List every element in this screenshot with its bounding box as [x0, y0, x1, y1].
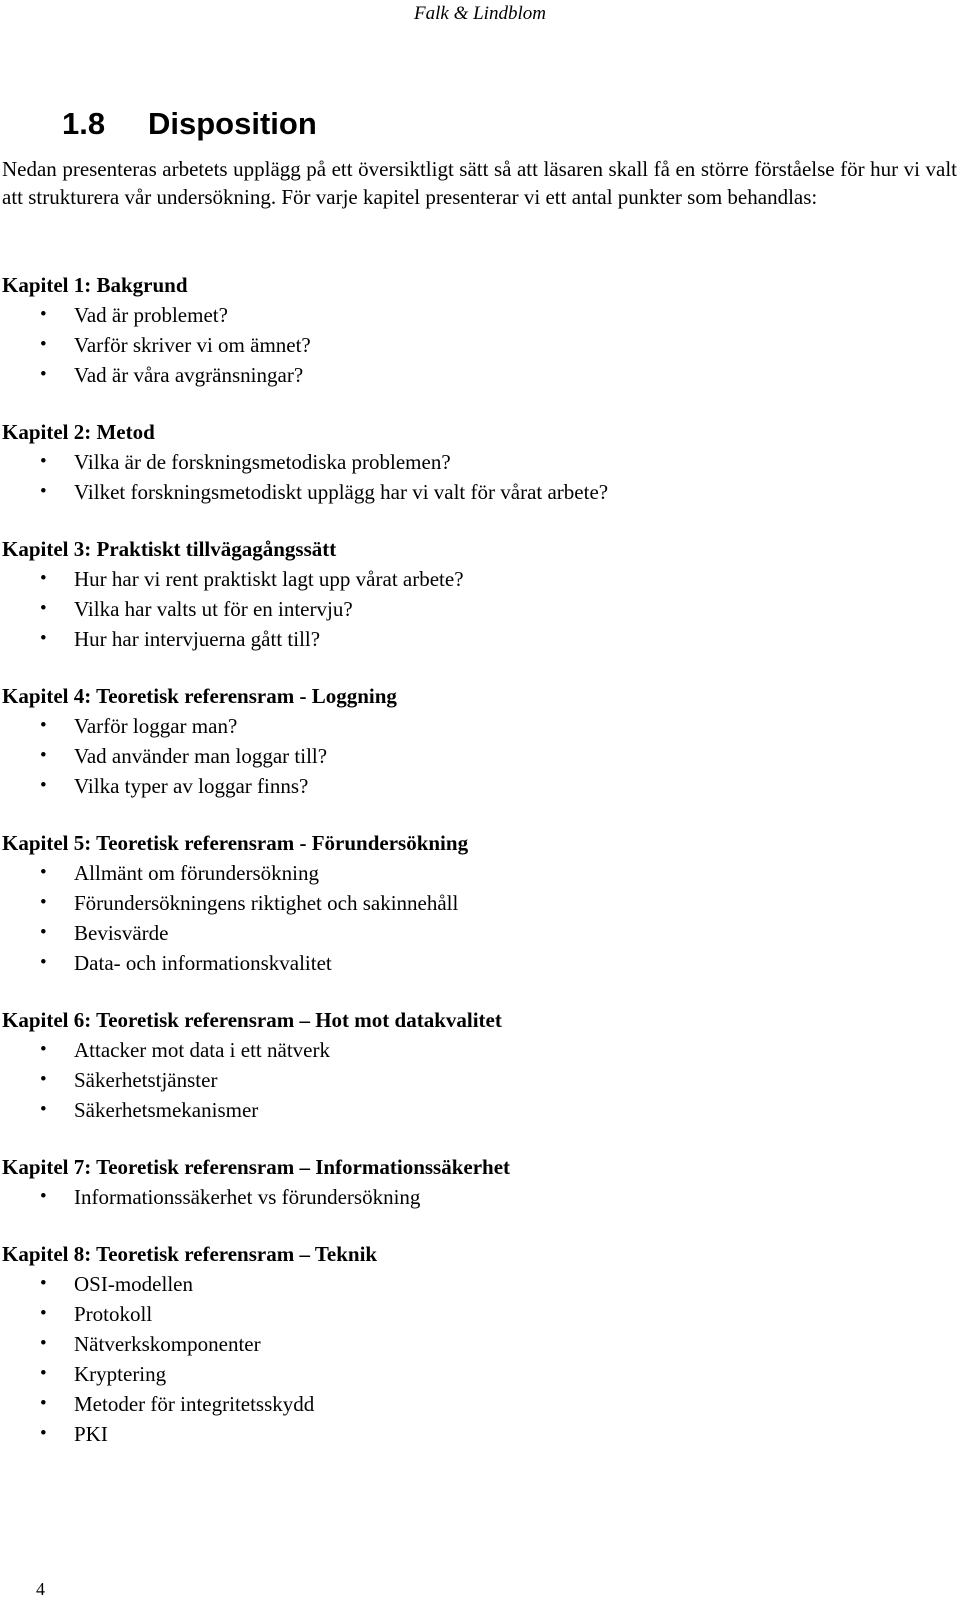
list-item-text: Förundersökningens riktighet och sakinnehåll [74, 891, 459, 915]
list-item [2, 1299, 952, 1329]
list-item-text: PKI [74, 1422, 108, 1446]
chapter-block [2, 534, 952, 654]
chapter-item-list [2, 300, 952, 390]
bullet-icon: • [40, 775, 47, 796]
bullet-icon: • [40, 568, 47, 589]
bullet-icon: • [40, 952, 47, 973]
list-item-text: Data- och informationskvalitet [74, 951, 332, 975]
list-item-text: Informationssäkerhet vs förundersökning [74, 1185, 421, 1209]
bullet-icon: • [40, 892, 47, 913]
list-item-text: Attacker mot data i ett nätverk [74, 1038, 330, 1062]
list-item-text: Bevisvärde [74, 921, 169, 945]
chapter-item-list [2, 447, 952, 507]
bullet-icon: • [40, 304, 47, 325]
bullet-icon: • [40, 1393, 47, 1414]
bullet-icon: • [40, 1099, 47, 1120]
list-item-text: Vilket forskningsmetodiskt upplägg har vi valt för vårat arbete? [74, 480, 609, 504]
bullet-icon: • [40, 364, 47, 385]
bullet-icon: • [40, 745, 47, 766]
bullet-icon: • [40, 628, 47, 649]
list-item [2, 1035, 952, 1065]
bullet-icon: • [40, 481, 47, 502]
list-item-text: Varför loggar man? [74, 714, 238, 738]
list-item [2, 1065, 952, 1095]
list-item-text: Hur har intervjuerna gått till? [74, 627, 321, 651]
section-number: 1.8 [62, 106, 106, 141]
bullet-icon: • [40, 1333, 47, 1354]
list-item-text: Vilka är de forskningsmetodiska problemen? [74, 450, 451, 474]
list-item [2, 330, 952, 360]
section-title: Disposition [148, 106, 317, 141]
chapter-title: Kapitel 3: Praktiskt tillvägagångssätt [2, 537, 337, 561]
list-item-text: Vad är våra avgränsningar? [74, 363, 304, 387]
section-heading [62, 104, 317, 144]
list-item [2, 300, 952, 330]
list-item-text: Hur har vi rent praktiskt lagt upp vårat arbete? [74, 567, 464, 591]
chapter-item-list [2, 711, 952, 801]
chapter-title: Kapitel 7: Teoretisk referensram – Informationssäkerhet [2, 1155, 511, 1179]
list-item-text: Nätverkskomponenter [74, 1332, 261, 1356]
bullet-icon: • [40, 1039, 47, 1060]
list-item-text: Vad använder man loggar till? [74, 744, 328, 768]
list-item [2, 624, 952, 654]
chapter-block [2, 828, 952, 978]
list-item [2, 948, 952, 978]
chapter-block [2, 270, 952, 390]
bullet-icon: • [40, 862, 47, 883]
list-item-text: Vad är problemet? [74, 303, 228, 327]
bullet-icon: • [40, 1069, 47, 1090]
chapter-title: Kapitel 2: Metod [2, 420, 155, 444]
chapter-block [2, 1005, 952, 1125]
list-item-text: Säkerhetsmekanismer [74, 1098, 259, 1122]
bullet-icon: • [40, 451, 47, 472]
bullet-icon: • [40, 1273, 47, 1294]
list-item [2, 741, 952, 771]
running-header: Falk & Lindblom [414, 3, 546, 24]
bullet-icon: • [40, 1363, 47, 1384]
list-item-text: Kryptering [74, 1362, 167, 1386]
list-item-text: Varför skriver vi om ämnet? [74, 333, 311, 357]
bullet-icon: • [40, 1186, 47, 1207]
bullet-icon: • [40, 715, 47, 736]
chapter-title: Kapitel 5: Teoretisk referensram - Förundersökning [2, 831, 469, 855]
chapter-item-list [2, 564, 952, 654]
bullet-icon: • [40, 598, 47, 619]
chapter-title: Kapitel 4: Teoretisk referensram - Loggning [2, 684, 397, 708]
list-item [2, 771, 952, 801]
list-item [2, 1269, 952, 1299]
chapter-item-list [2, 1035, 952, 1125]
chapter-item-list [2, 1182, 952, 1212]
list-item [2, 858, 952, 888]
list-item-text: OSI-modellen [74, 1272, 193, 1296]
chapter-block [2, 681, 952, 801]
chapter-block [2, 1152, 952, 1212]
chapter-item-list [2, 858, 952, 978]
list-item [2, 1419, 952, 1449]
list-item-text: Metoder för integritetsskydd [74, 1392, 315, 1416]
intro-paragraph: Nedan presenteras arbetets upplägg på ett översiktligt sätt så att läsaren skall få en större förståelse för hur vi valt att strukturera vår undersökning. För varje kapitel presenterar vi ett antal punkter som behandlas: [2, 157, 957, 209]
bullet-icon: • [40, 922, 47, 943]
list-item [2, 564, 952, 594]
list-item [2, 447, 952, 477]
bullet-icon: • [40, 1423, 47, 1444]
list-item [2, 477, 952, 507]
bullet-icon: • [40, 334, 47, 355]
chapter-block [2, 417, 952, 507]
list-item-text: Säkerhetstjänster [74, 1068, 218, 1092]
bullet-icon: • [40, 1303, 47, 1324]
list-item [2, 1182, 952, 1212]
list-item [2, 1389, 952, 1419]
list-item [2, 360, 952, 390]
chapter-title: Kapitel 6: Teoretisk referensram – Hot mot datakvalitet [2, 1008, 502, 1032]
chapter-block [2, 1239, 952, 1449]
page-number: 4 [36, 1579, 45, 1599]
chapter-title: Kapitel 1: Bakgrund [2, 273, 188, 297]
list-item [2, 1359, 952, 1389]
list-item-text: Protokoll [74, 1302, 153, 1326]
chapter-title: Kapitel 8: Teoretisk referensram – Teknik [2, 1242, 378, 1266]
list-item-text: Vilka har valts ut för en intervju? [74, 597, 353, 621]
list-item [2, 918, 952, 948]
list-item-text: Vilka typer av loggar finns? [74, 774, 309, 798]
list-item-text: Allmänt om förundersökning [74, 861, 319, 885]
list-item [2, 1329, 952, 1359]
chapter-outline [2, 270, 952, 1476]
chapter-item-list [2, 1269, 952, 1449]
list-item [2, 888, 952, 918]
list-item [2, 1095, 952, 1125]
list-item [2, 594, 952, 624]
list-item [2, 711, 952, 741]
